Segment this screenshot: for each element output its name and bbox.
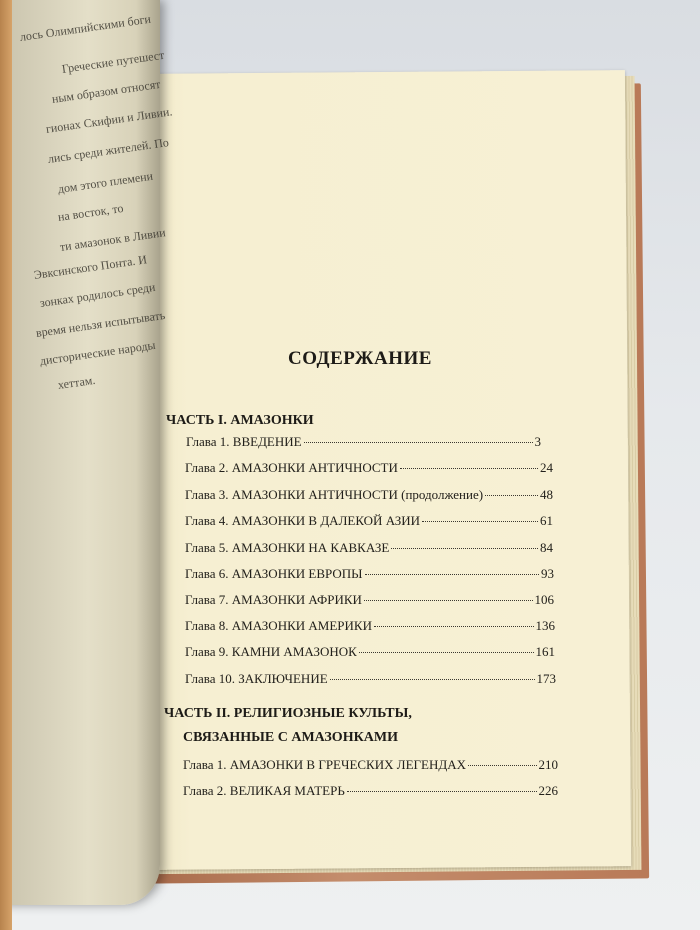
toc-entry	[185, 566, 554, 584]
left-page-line: хеттам.	[56, 372, 97, 392]
chapter-page: 173	[536, 671, 556, 686]
chapter-label: Глава 3. АМАЗОНКИ АНТИЧНОСТИ (продолжение)	[185, 487, 484, 502]
left-cover-strip	[0, 0, 12, 930]
leader-dots	[365, 574, 539, 575]
left-page-line: лось Олимпийскими боги	[18, 11, 152, 44]
part-title-continued: СВЯЗАННЫЕ С АМАЗОНКАМИ	[183, 730, 398, 745]
left-page-line: время нельзя испытывать	[34, 307, 166, 340]
chapter-label: Глава 10. ЗАКЛЮЧЕНИЕ	[185, 671, 328, 686]
toc-entry	[185, 513, 553, 531]
toc-entry	[185, 618, 555, 636]
chapter-page: 61	[540, 513, 553, 528]
leader-dots	[359, 652, 534, 653]
chapter-page: 3	[534, 434, 541, 449]
chapter-label: Глава 8. АМАЗОНКИ АМЕРИКИ	[185, 618, 372, 633]
left-page-line: зонках родилось среди	[38, 279, 157, 310]
chapter-label: Глава 2. ВЕЛИКАЯ МАТЕРЬ	[183, 783, 345, 798]
left-page-line: Эвксинского Понта. И	[32, 252, 148, 282]
left-page-line: гионах Скифии и Ливии.	[44, 104, 174, 136]
left-page-line: на восток, то	[56, 200, 125, 224]
leader-dots	[422, 521, 538, 522]
toc-entry	[185, 592, 554, 610]
leader-dots	[304, 442, 533, 443]
toc-entry	[185, 487, 553, 505]
chapter-page: 161	[535, 644, 555, 659]
toc-entry	[186, 434, 541, 452]
chapter-label: Глава 6. АМАЗОНКИ ЕВРОПЫ	[185, 566, 363, 581]
left-page-line: лись среди жителей. По	[46, 135, 170, 166]
left-page-line: Греческие путешест	[60, 47, 166, 76]
chapter-page: 226	[538, 783, 558, 798]
chapter-page: 48	[540, 487, 553, 502]
leader-dots	[468, 765, 536, 766]
part-title: ЧАСТЬ II. РЕЛИГИОЗНЫЕ КУЛЬТЫ,	[164, 706, 412, 721]
chapter-label: Глава 4. АМАЗОНКИ В ДАЛЕКОЙ АЗИИ	[185, 513, 421, 528]
chapter-page: 24	[540, 460, 553, 475]
toc-entry	[183, 757, 558, 775]
toc-entry	[185, 644, 555, 662]
part-title: ЧАСТЬ I. АМАЗОНКИ	[166, 413, 314, 428]
chapter-label: Глава 1. АМАЗОНКИ В ГРЕЧЕСКИХ ЛЕГЕНДАХ	[183, 757, 467, 772]
leader-dots	[364, 600, 533, 601]
leader-dots	[485, 495, 538, 496]
leader-dots	[330, 679, 535, 680]
chapter-page: 106	[534, 592, 554, 607]
chapter-label: Глава 9. КАМНИ АМАЗОНОК	[185, 644, 357, 659]
left-page-line: ти амазонок в Ливии	[58, 225, 167, 254]
chapter-label: Глава 5. АМАЗОНКИ НА КАВКАЗЕ	[185, 540, 390, 555]
chapter-page: 84	[540, 540, 553, 555]
toc-entry	[185, 671, 556, 689]
chapter-page: 93	[541, 566, 554, 581]
leader-dots	[391, 548, 538, 549]
toc-entry	[185, 460, 553, 478]
leader-dots	[374, 626, 534, 627]
leader-dots	[347, 791, 537, 792]
leader-dots	[400, 468, 538, 469]
chapter-page: 210	[538, 757, 558, 772]
left-page-line: дисторические народы	[38, 337, 157, 368]
left-page	[0, 0, 174, 905]
chapter-label: Глава 1. ВВЕДЕНИЕ	[186, 434, 302, 449]
chapter-label: Глава 2. АМАЗОНКИ АНТИЧНОСТИ	[185, 460, 398, 475]
contents-title: СОДЕРЖАНИЕ	[288, 348, 432, 369]
toc-entry	[183, 783, 558, 801]
toc-entry	[185, 540, 553, 558]
left-page-line: дом этого племени	[56, 168, 154, 196]
left-page-line: ным образом относят	[50, 76, 162, 106]
chapter-label: Глава 7. АМАЗОНКИ АФРИКИ	[185, 592, 362, 607]
chapter-page: 136	[535, 618, 555, 633]
